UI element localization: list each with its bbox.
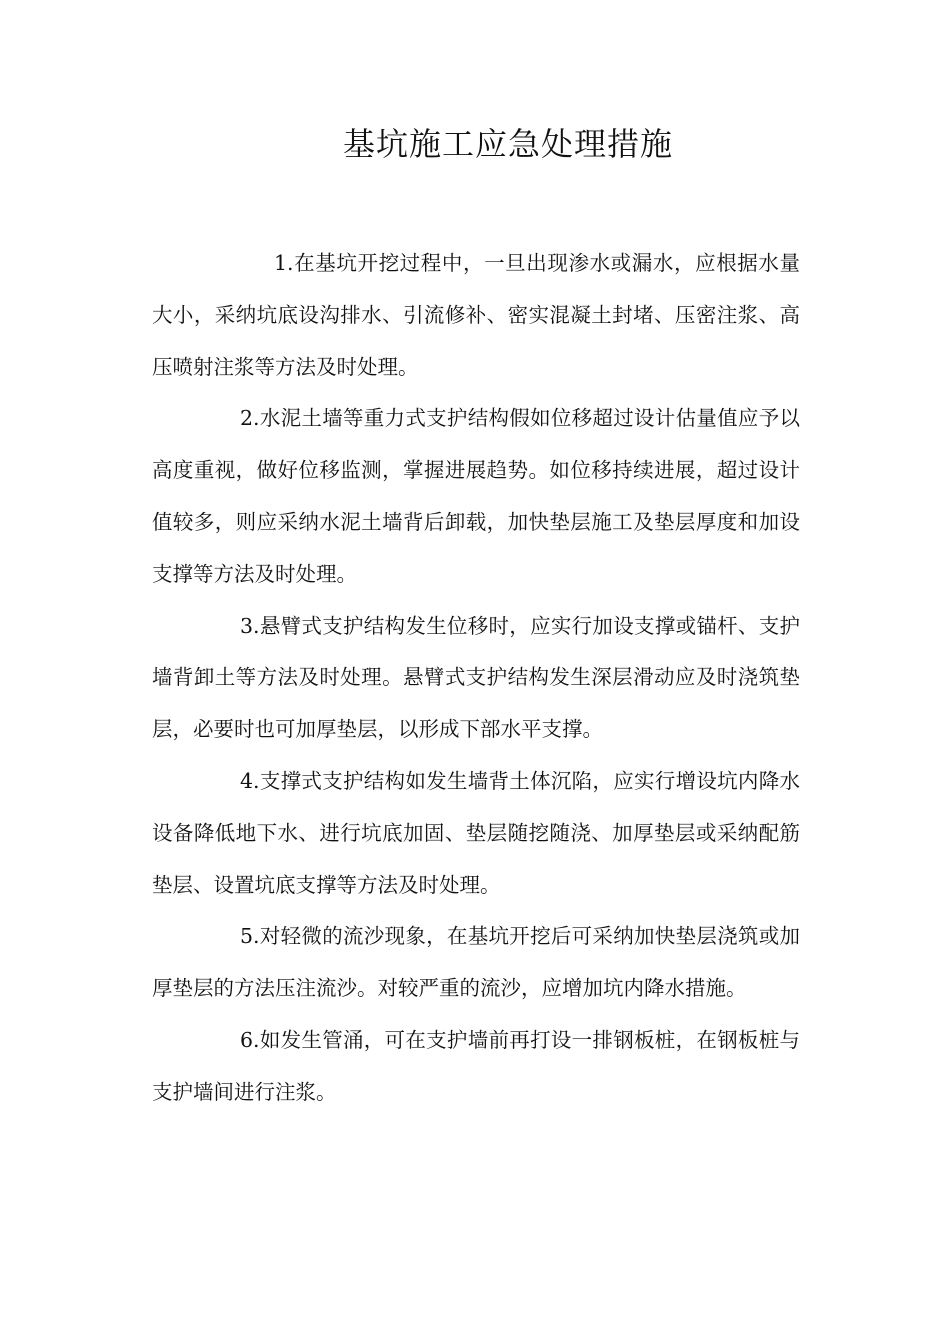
document-title: 基坑施工应急处理措施 (342, 125, 673, 163)
paragraph-6: 6.如发生管涌，可在支护墙前再打设一排钢板桩，在钢板桩与支护墙间进行注浆。 (152, 1027, 800, 1104)
paragraph-5: 5.对轻微的流沙现象，在基坑开挖后可采纳加快垫层浇筑或加厚垫层的方法压注流沙。对较严重的流沙，应增加坑内降水措施。 (152, 924, 800, 1001)
paragraph-1: 1.在基坑开挖过程中，一旦出现渗水或漏水，应根据水量大小，采纳坑底设沟排水、引流修补、密实混凝土封堵、压密注浆、高压喷射注浆等方法及时处理。 (152, 251, 800, 379)
document-body (152, 238, 800, 1119)
paragraph-2: 2.水泥土墙等重力式支护结构假如位移超过设计估量值应予以高度重视，做好位移监测，掌握进展趋势。如位移持续进展，超过设计值较多，则应采纳水泥土墙背后卸载，加快垫层施工及垫层厚度和加设支撑等方法及时处理。 (152, 406, 800, 586)
paragraph-3: 3.悬臂式支护结构发生位移时，应实行加设支撑或锚杆、支护墙背卸土等方法及时处理。悬臂式支护结构发生深层滑动应及时浇筑垫层，必要时也可加厚垫层，以形成下部水平支撑。 (152, 613, 800, 742)
paragraph-4: 4.支撑式支护结构如发生墙背土体沉陷，应实行增设坑内降水设备降低地下水、进行坑底加固、垫层随挖随浇、加厚垫层或采纳配筋垫层、设置坑底支撑等方法及时处理。 (152, 768, 800, 897)
